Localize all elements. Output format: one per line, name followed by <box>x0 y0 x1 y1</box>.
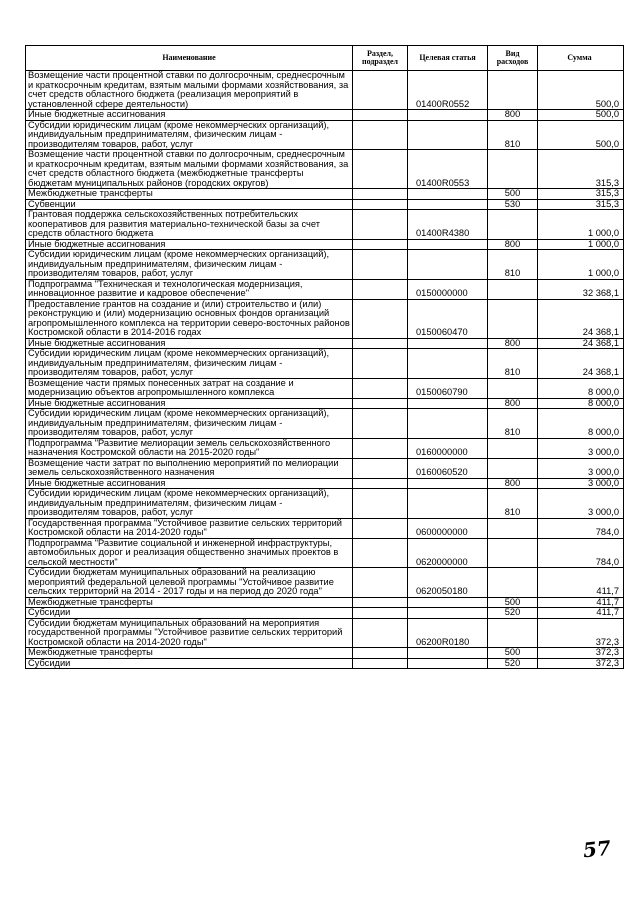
row-section <box>353 597 408 608</box>
row-target <box>408 189 488 200</box>
table-row <box>26 110 624 121</box>
row-target <box>408 398 488 409</box>
row-amount: 784,0 <box>538 538 624 568</box>
row-amount: 1 000,0 <box>538 210 624 240</box>
row-expense-type: 810 <box>488 120 538 150</box>
table-row <box>26 518 624 538</box>
row-name: Иные бюджетные ассигнования <box>26 338 353 349</box>
row-section <box>353 199 408 210</box>
table-row <box>26 398 624 409</box>
row-section <box>353 618 408 648</box>
row-name: Субсидии юридическим лицам (кроме некоммерческих организаций), индивидуальным предпринимателям, физическим лицам - производителям товаров, работ, услуг <box>26 120 353 150</box>
row-name: Государственная программа "Устойчивое развитие сельских территорий Костромской области на 2014-2020 годы" <box>26 518 353 538</box>
row-target: 0620050180 <box>408 568 488 598</box>
row-expense-type: 810 <box>488 409 538 439</box>
table-body <box>26 71 624 669</box>
row-expense-type: 800 <box>488 398 538 409</box>
row-section <box>353 409 408 439</box>
row-name: Иные бюджетные ассигнования <box>26 478 353 489</box>
header-amount: Сумма <box>538 46 624 71</box>
row-name: Субвенции <box>26 199 353 210</box>
header-section: Раздел, подраздел <box>353 46 408 71</box>
table-row <box>26 378 624 398</box>
row-amount: 3 000,0 <box>538 489 624 519</box>
row-section <box>353 120 408 150</box>
row-section <box>353 608 408 619</box>
header-target: Целевая статья <box>408 46 488 71</box>
row-target: 0620000000 <box>408 538 488 568</box>
row-name: Возмещение части процентной ставки по долгосрочным, среднесрочным и краткосрочным кредитам, взятым малыми формами хозяйствования, за счет средств областного бюджета (межбюджетные трансферты бюджетам муниципальных районов (городских округов) <box>26 150 353 189</box>
row-amount: 411,7 <box>538 568 624 598</box>
row-amount: 8 000,0 <box>538 398 624 409</box>
row-target <box>408 658 488 669</box>
row-target <box>408 489 488 519</box>
row-expense-type: 810 <box>488 489 538 519</box>
row-amount: 784,0 <box>538 518 624 538</box>
table-row <box>26 618 624 648</box>
row-target: 01400R4380 <box>408 210 488 240</box>
table-row <box>26 568 624 598</box>
row-amount: 500,0 <box>538 110 624 121</box>
row-section <box>353 568 408 598</box>
row-section <box>353 458 408 478</box>
row-target <box>408 110 488 121</box>
row-name: Субсидии <box>26 658 353 669</box>
row-name: Возмещение части затрат по выполнению мероприятий по мелиорации земель сельскохозяйственного назначения <box>26 458 353 478</box>
row-target: 06200R0180 <box>408 618 488 648</box>
row-amount: 3 000,0 <box>538 438 624 458</box>
table-row <box>26 71 624 110</box>
row-expense-type <box>488 378 538 398</box>
table-row <box>26 489 624 519</box>
row-name: Иные бюджетные ассигнования <box>26 398 353 409</box>
row-section <box>353 110 408 121</box>
row-name: Предоставление грантов на создание и (или) строительство и (или) реконструкцию и (или) модернизацию основных фондов организаций агропромышленного комплекса на территории северо-восточных районов Костромской области в 2014-2016 годах <box>26 299 353 338</box>
table-row <box>26 299 624 338</box>
row-amount: 24 368,1 <box>538 349 624 379</box>
table-row <box>26 658 624 669</box>
row-target: 01400R0553 <box>408 150 488 189</box>
row-section <box>353 250 408 280</box>
table-row <box>26 349 624 379</box>
table-row <box>26 597 624 608</box>
row-section <box>353 150 408 189</box>
row-expense-type <box>488 71 538 110</box>
row-expense-type: 800 <box>488 110 538 121</box>
row-expense-type: 810 <box>488 250 538 280</box>
row-target: 01400R0552 <box>408 71 488 110</box>
row-name: Субсидии юридическим лицам (кроме некоммерческих организаций), индивидуальным предпринимателям, физическим лицам - производителям товаров, работ, услуг <box>26 250 353 280</box>
row-section <box>353 279 408 299</box>
row-name: Иные бюджетные ассигнования <box>26 110 353 121</box>
header-name: Наименование <box>26 46 353 71</box>
row-name: Межбюджетные трансферты <box>26 597 353 608</box>
page-number: 57 <box>581 835 613 863</box>
row-section <box>353 349 408 379</box>
table-row <box>26 538 624 568</box>
row-target: 0150060790 <box>408 378 488 398</box>
row-name: Субсидии бюджетам муниципальных образований на реализацию мероприятий федеральной целевой программы "Устойчивое развитие сельских территорий на 2014 - 2017 годы и на период до 2020 года" <box>26 568 353 598</box>
table-row <box>26 409 624 439</box>
row-name: Возмещение части процентной ставки по долгосрочным, среднесрочным и краткосрочным кредитам, взятым малыми формами хозяйствования, за счет средств областного бюджета (реализация мероприятий в установленной сфере деятельности) <box>26 71 353 110</box>
row-name: Подпрограмма "Развитие социальной и инженерной инфраструктуры, автомобильных дорог и реализация общественно значимых проектов в сельской местности" <box>26 538 353 568</box>
row-amount: 24 368,1 <box>538 299 624 338</box>
row-name: Субсидии <box>26 608 353 619</box>
row-amount: 3 000,0 <box>538 458 624 478</box>
row-target <box>408 338 488 349</box>
row-target <box>408 349 488 379</box>
table-row <box>26 239 624 250</box>
table-row <box>26 608 624 619</box>
row-amount: 315,3 <box>538 199 624 210</box>
row-target <box>408 409 488 439</box>
row-expense-type: 520 <box>488 658 538 669</box>
row-section <box>353 189 408 200</box>
row-amount: 500,0 <box>538 71 624 110</box>
row-section <box>353 210 408 240</box>
row-name: Возмещение части прямых понесенных затрат на создание и модернизацию объектов агропромышленного комплекса <box>26 378 353 398</box>
row-name: Субсидии юридическим лицам (кроме некоммерческих организаций), индивидуальным предпринимателям, физическим лицам - производителям товаров, работ, услуг <box>26 489 353 519</box>
row-amount: 1 000,0 <box>538 250 624 280</box>
row-section <box>353 398 408 409</box>
row-name: Подпрограмма "Техническая и технологическая модернизация, инновационное развитие и кадровое обеспечение" <box>26 279 353 299</box>
row-expense-type: 800 <box>488 338 538 349</box>
row-amount: 411,7 <box>538 608 624 619</box>
row-section <box>353 338 408 349</box>
row-expense-type: 800 <box>488 478 538 489</box>
row-amount: 24 368,1 <box>538 338 624 349</box>
row-name: Субсидии юридическим лицам (кроме некоммерческих организаций), индивидуальным предпринимателям, физическим лицам - производителям товаров, работ, услуг <box>26 409 353 439</box>
row-expense-type: 500 <box>488 597 538 608</box>
table-row <box>26 150 624 189</box>
row-amount: 315,3 <box>538 150 624 189</box>
row-expense-type <box>488 299 538 338</box>
row-target <box>408 250 488 280</box>
row-amount: 32 368,1 <box>538 279 624 299</box>
row-expense-type: 500 <box>488 189 538 200</box>
row-target <box>408 239 488 250</box>
table-row <box>26 338 624 349</box>
row-section <box>353 489 408 519</box>
row-section <box>353 658 408 669</box>
row-expense-type: 800 <box>488 239 538 250</box>
row-section <box>353 378 408 398</box>
row-target: 0150060470 <box>408 299 488 338</box>
row-expense-type: 520 <box>488 608 538 619</box>
row-amount: 372,3 <box>538 658 624 669</box>
table-row <box>26 458 624 478</box>
table-row <box>26 648 624 659</box>
row-amount: 8 000,0 <box>538 378 624 398</box>
header-expense-type: Вид расходов <box>488 46 538 71</box>
table-header-row <box>26 46 624 71</box>
row-name: Грантовая поддержка сельскохозяйственных потребительских кооперативов для развития материально-технической базы за счет средств областного бюджета <box>26 210 353 240</box>
row-section <box>353 299 408 338</box>
row-name: Межбюджетные трансферты <box>26 189 353 200</box>
row-target <box>408 199 488 210</box>
row-name: Межбюджетные трансферты <box>26 648 353 659</box>
row-section <box>353 438 408 458</box>
row-amount: 372,3 <box>538 648 624 659</box>
row-amount: 411,7 <box>538 597 624 608</box>
row-amount: 372,3 <box>538 618 624 648</box>
row-expense-type <box>488 279 538 299</box>
row-amount: 3 000,0 <box>538 478 624 489</box>
row-target <box>408 648 488 659</box>
row-expense-type <box>488 518 538 538</box>
row-section <box>353 239 408 250</box>
row-amount: 8 000,0 <box>538 409 624 439</box>
row-name: Подпрограмма "Развитие мелиорации земель сельскохозяйственного назначения Костромской области на 2015-2020 годы" <box>26 438 353 458</box>
row-name: Субсидии юридическим лицам (кроме некоммерческих организаций), индивидуальным предпринимателям, физическим лицам - производителям товаров, работ, услуг <box>26 349 353 379</box>
row-target <box>408 120 488 150</box>
row-target: 0600000000 <box>408 518 488 538</box>
row-expense-type <box>488 210 538 240</box>
row-target: 0160060520 <box>408 458 488 478</box>
row-section <box>353 71 408 110</box>
table-row <box>26 120 624 150</box>
table-row <box>26 210 624 240</box>
table-row <box>26 438 624 458</box>
row-target: 0150000000 <box>408 279 488 299</box>
row-expense-type <box>488 538 538 568</box>
row-name: Иные бюджетные ассигнования <box>26 239 353 250</box>
row-expense-type <box>488 568 538 598</box>
row-expense-type: 500 <box>488 648 538 659</box>
row-expense-type: 530 <box>488 199 538 210</box>
row-target <box>408 608 488 619</box>
row-target <box>408 478 488 489</box>
row-expense-type <box>488 618 538 648</box>
table-row <box>26 279 624 299</box>
row-section <box>353 478 408 489</box>
row-target: 0160000000 <box>408 438 488 458</box>
row-amount: 315,3 <box>538 189 624 200</box>
row-expense-type <box>488 438 538 458</box>
row-expense-type: 810 <box>488 349 538 379</box>
row-target <box>408 597 488 608</box>
row-expense-type <box>488 150 538 189</box>
table-row <box>26 478 624 489</box>
row-section <box>353 538 408 568</box>
row-amount: 500,0 <box>538 120 624 150</box>
budget-table <box>25 45 624 669</box>
row-section <box>353 648 408 659</box>
row-amount: 1 000,0 <box>538 239 624 250</box>
row-section <box>353 518 408 538</box>
table-row <box>26 199 624 210</box>
table-row <box>26 250 624 280</box>
row-expense-type <box>488 458 538 478</box>
row-name: Субсидии бюджетам муниципальных образований на мероприятия государственной программы "Устойчивое развитие сельских территорий Костромской области на 2014-2020 годы" <box>26 618 353 648</box>
table-row <box>26 189 624 200</box>
